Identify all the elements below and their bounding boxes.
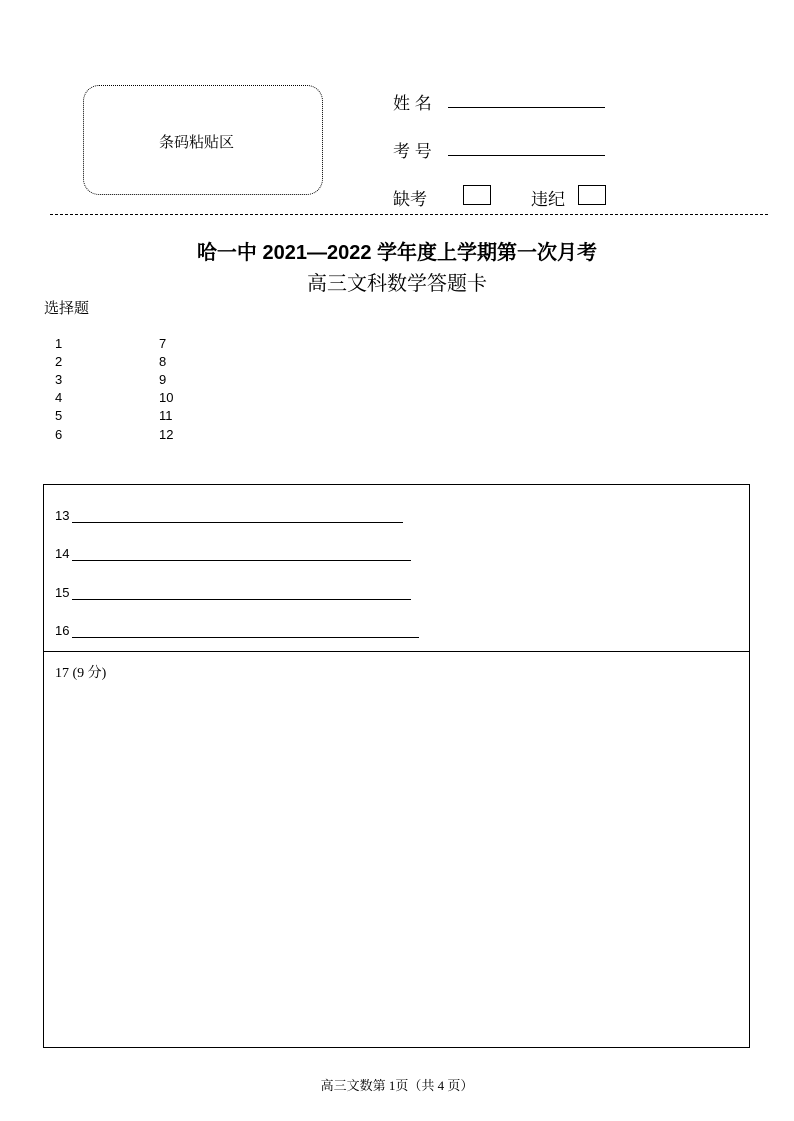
violation-label: 违纪 (531, 190, 565, 209)
fill-in-number: 13 (55, 508, 70, 523)
choice-question-number: 6 (55, 427, 63, 442)
choice-question-number: 1 (55, 336, 63, 351)
page-footer: 高三文数第 1页（共 4 页） (320, 1078, 474, 1093)
violation-checkbox[interactable] (578, 185, 606, 205)
choice-question-number: 11 (159, 408, 173, 423)
absent-label: 缺考 (393, 190, 427, 209)
choice-question-number: 5 (55, 408, 63, 423)
exam-number-label: 考 号 (393, 142, 432, 161)
absent-checkbox[interactable] (463, 185, 491, 205)
q17-answer-area[interactable] (43, 651, 750, 1048)
fill-in-answer-line[interactable] (72, 522, 403, 523)
q17-label: 17 (9 分) (55, 666, 107, 681)
choice-question-number: 12 (159, 427, 174, 442)
exam-subtitle: 高三文科数学答题卡 (307, 273, 487, 295)
fill-in-box (43, 484, 750, 652)
exam-title: 哈一中 2021—2022 学年度上学期第一次月考 (196, 242, 598, 264)
choice-question-number: 7 (159, 336, 167, 351)
choice-question-number: 2 (55, 354, 63, 369)
exam-number-field[interactable] (448, 155, 605, 156)
barcode-area-label: 条码粘贴区 (158, 135, 234, 151)
choice-question-number: 9 (159, 372, 167, 387)
choice-question-number: 4 (55, 390, 63, 405)
name-field[interactable] (448, 107, 605, 108)
fill-in-answer-line[interactable] (72, 599, 411, 600)
fill-in-answer-line[interactable] (72, 560, 411, 561)
fill-in-number: 15 (55, 585, 70, 600)
fill-in-answer-line[interactable] (72, 637, 419, 638)
choice-question-number: 3 (55, 372, 63, 387)
cut-line (50, 214, 768, 215)
choice-question-number: 8 (159, 354, 167, 369)
name-label: 姓 名 (393, 94, 432, 113)
fill-in-number: 16 (55, 623, 70, 638)
fill-in-number: 14 (55, 546, 70, 561)
choice-section-label: 选择题 (44, 301, 90, 317)
choice-question-number: 10 (159, 390, 174, 405)
